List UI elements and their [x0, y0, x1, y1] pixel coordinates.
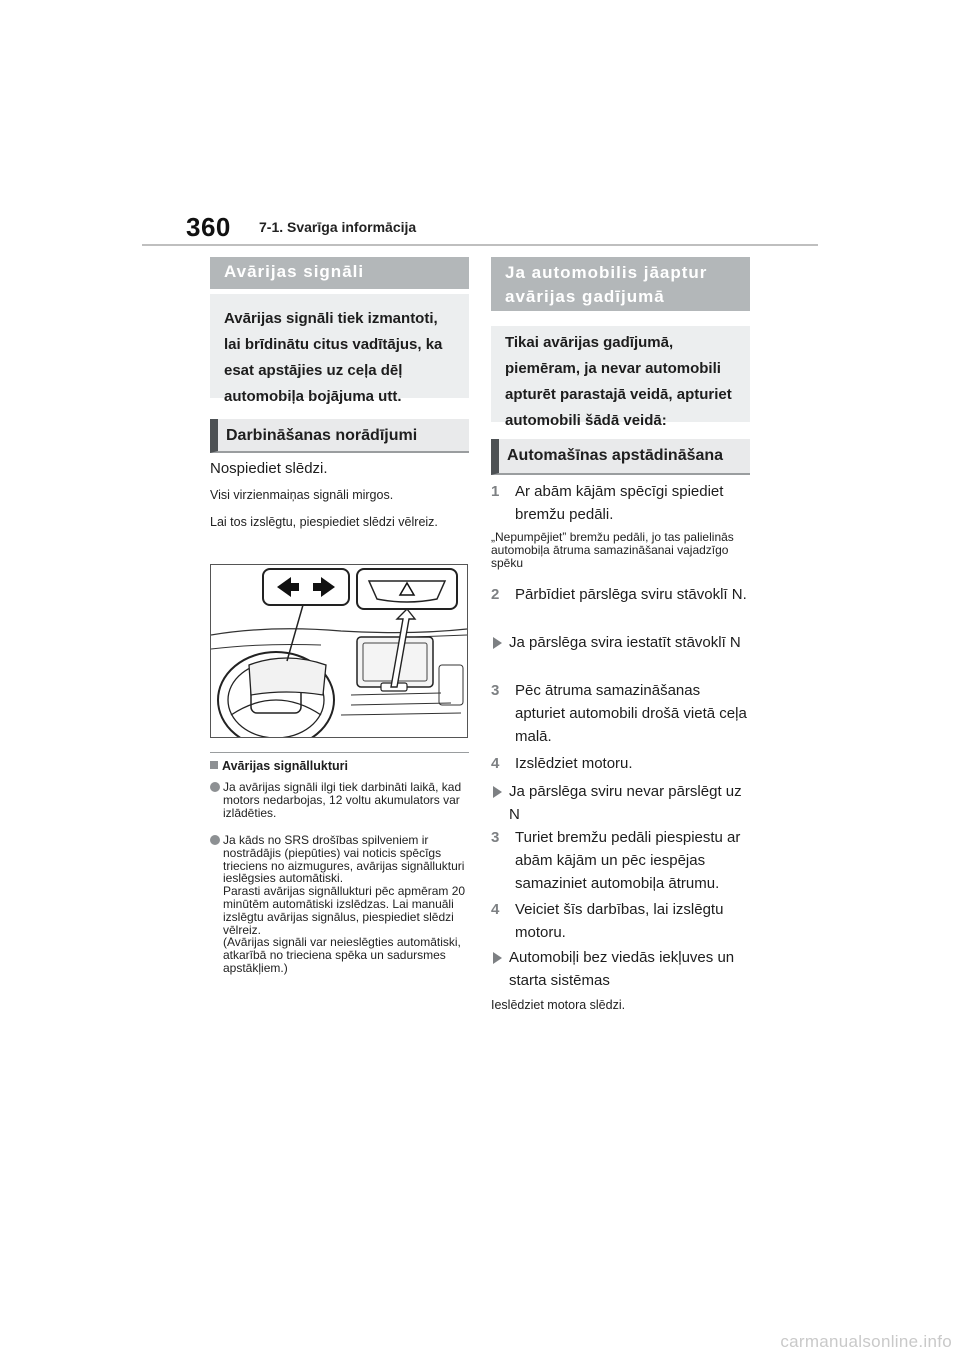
- page-number: 360: [186, 212, 231, 242]
- step-text: Pārbīdiet pārslēga sviru stāvoklī N.: [515, 586, 747, 603]
- step-number: 4: [491, 901, 500, 918]
- dashboard-drawing: [211, 565, 467, 737]
- section-title: 7-1. Svarīga informācija: [259, 219, 417, 235]
- step-text: Ar abām kājām spēcīgi spiediet bremžu pedāli.: [515, 483, 724, 523]
- bullet-srs: [210, 834, 468, 975]
- condition-text: Automobiļi bez viedās iekļuves un starta sistēmas: [509, 949, 735, 989]
- turn-on-engine-switch-text: Ieslēdziet motora slēdzi.: [491, 998, 626, 1012]
- bullet-text: Ja kāds no SRS drošības spilveniem ir nostrādājis (piepūties) vai noticis spēcīgs trieciens no aizmugures, avārijas signāllukturi ieslēgsies automātiski. Parasti avārijas signāllukturi pēc apmēram 20 minūtēm automātiski izslēdzas. Lai manuāli izslēgtu avārijas signālus, piespiediet slēdzi vēlreiz. (Avārijas signāli var neieslēgties automātiski, atkarībā no trieciena spēka un sadursmes apstākļiem.): [223, 833, 466, 975]
- step-number: 3: [491, 829, 500, 846]
- step-6: [491, 898, 750, 944]
- triangle-arrow-icon: [493, 786, 502, 798]
- emergency-stop-banner: [491, 257, 750, 311]
- condition-text: Ja pārslēga sviru nevar pārslēgt uz N: [509, 783, 742, 823]
- step-number: 1: [491, 483, 500, 500]
- banner-title: Avārijas signāli: [224, 262, 365, 281]
- step-number: 2: [491, 586, 500, 603]
- bullet-dot-icon: [210, 835, 220, 845]
- hazard-lights-banner: [210, 257, 469, 289]
- step-text: Turiet bremžu pedāli piespiestu ar abām kājām un pēc iespējas samaziniet automobiļa ātrumu.: [515, 829, 741, 892]
- press-switch-text: Nospiediet slēdzi.: [210, 460, 328, 477]
- step-number: 3: [491, 682, 500, 699]
- header-divider: [142, 244, 818, 246]
- bullet-battery: [210, 781, 468, 819]
- bullet-dot-icon: [210, 782, 220, 792]
- step-text: Pēc ātruma samazināšanas apturiet automobili drošā vietā ceļa malā.: [515, 682, 747, 745]
- condition-no-smart-entry: [491, 946, 750, 992]
- signals-flash-text: Visi virzienmaiņas signāli mirgos.: [210, 488, 394, 502]
- condition-text: Ja pārslēga svira iestatīt stāvoklī N: [509, 634, 741, 651]
- no-pumping-note: „Nepumpējiet” bremžu pedāli, jo tas palielinās automobiļa ātruma samazināšanai vajadzīgo spēku: [491, 530, 734, 570]
- stopping-vehicle-heading: Automašīnas apstādināšana: [491, 439, 750, 475]
- hazard-lamps-heading-text: Avārijas signāllukturi: [222, 759, 348, 773]
- hazard-switch-illustration: [210, 564, 468, 738]
- triangle-arrow-icon: [493, 952, 502, 964]
- square-bullet-icon: [210, 761, 218, 769]
- step-number: 4: [491, 755, 500, 772]
- step-1: [491, 480, 750, 526]
- emergency-stop-intro: Tikai avārijas gadījumā, piemēram, ja nevar automobili apturēt parastajā veidā, apturiet automobili šādā veidā:: [491, 326, 750, 422]
- section-divider: [210, 752, 469, 753]
- triangle-arrow-icon: [493, 637, 502, 649]
- hazard-lamps-heading: [210, 759, 469, 773]
- turn-off-text: Lai tos izslēgtu, piespiediet slēdzi vēlreiz.: [210, 515, 438, 529]
- step-3: [491, 679, 750, 748]
- step-text: Izslēdziet motoru.: [515, 755, 633, 772]
- operating-instructions-heading: Darbināšanas norādījumi: [210, 419, 469, 453]
- bullet-text: Ja avārijas signāli ilgi tiek darbināti laikā, kad motors nedarbojas, 12 voltu akumulators var izlādēties.: [223, 780, 462, 820]
- step-5: [491, 826, 750, 895]
- condition-cannot-shift: [491, 780, 750, 826]
- step-text: Veiciet šīs darbības, lai izslēgtu motoru.: [515, 901, 724, 941]
- step-2: [491, 583, 750, 606]
- hazard-lights-intro: Avārijas signāli tiek izmantoti, lai brīdinātu citus vadītājus, ka esat apstājies uz ceļa dēļ automobiļa bojājuma utt.: [210, 294, 469, 398]
- step-4: [491, 752, 750, 775]
- condition-shift-to-n: [491, 631, 750, 654]
- watermark: carmanualsonline.info: [780, 1332, 952, 1351]
- banner-title: Ja automobilis jāaptur avārijas gadījumā: [505, 263, 708, 306]
